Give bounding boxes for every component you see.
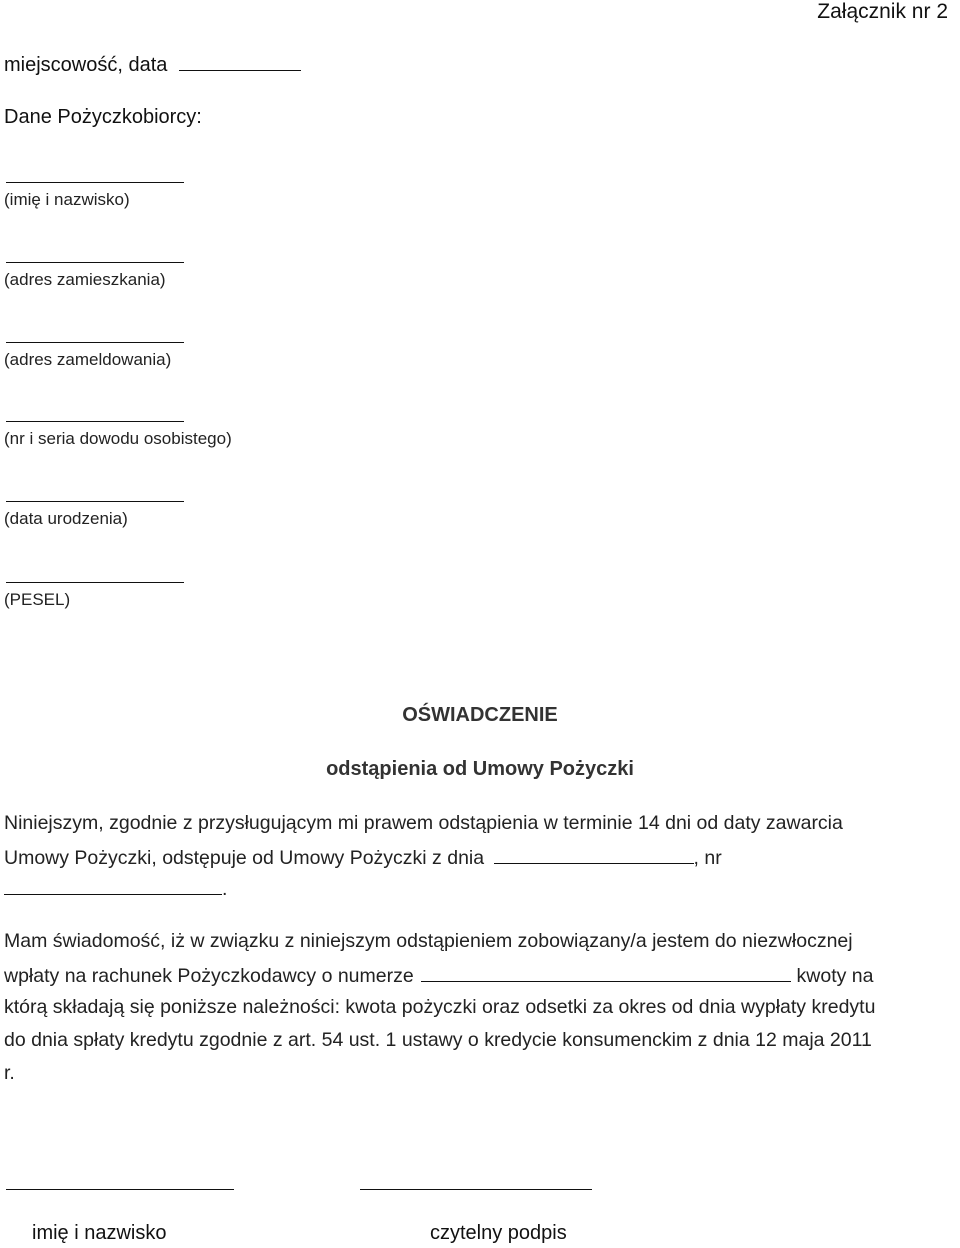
borrower-id-label: (nr i seria dowodu osobistego) xyxy=(4,429,232,448)
borrower-name-blank[interactable] xyxy=(6,182,184,183)
signature-sign-label: czytelny podpis xyxy=(430,1222,567,1244)
declaration-subtitle: odstąpienia od Umowy Pożyczki xyxy=(326,758,634,780)
paragraph2-line1: Mam świadomość, iż w związku z niniejszym odstąpieniem zobowiązany/a jestem do niezwłocznej xyxy=(4,930,853,952)
borrower-title: Dane Pożyczkobiorcy: xyxy=(4,106,202,128)
place-date-label: miejscowość, data xyxy=(4,54,168,76)
signature-name-label: imię i nazwisko xyxy=(32,1222,167,1244)
borrower-birthdate-blank[interactable] xyxy=(6,501,184,502)
signature-name-blank[interactable] xyxy=(6,1189,234,1190)
place-date-line xyxy=(4,52,301,77)
borrower-pesel-label: (PESEL) xyxy=(4,590,71,609)
borrower-name-label: (imię i nazwisko) xyxy=(4,190,130,209)
borrower-registration-label: (adres zameldowania) xyxy=(4,350,172,369)
paragraph1-line1: Niniejszym, zgodnie z przysługującym mi prawem odstąpienia w terminie 14 dni od daty zawarcia xyxy=(4,812,843,834)
declaration-title: OŚWIADCZENIE xyxy=(402,704,558,726)
paragraph2-line4: do dnia spłaty kredytu zgodnie z art. 54 ust. 1 ustawy o kredycie konsumenckim z dnia 12 maja 2011 xyxy=(4,1029,872,1051)
paragraph1-line2 xyxy=(4,845,722,870)
annex-label: Załącznik nr 2 xyxy=(817,0,948,23)
paragraph1-line3 xyxy=(4,876,227,901)
borrower-birthdate-label: (data urodzenia) xyxy=(4,509,128,528)
paragraph2-text: wpłaty na rachunek Pożyczkodawcy o numerze xyxy=(4,965,414,987)
borrower-pesel-blank[interactable] xyxy=(6,582,184,583)
paragraph2-line3: którą składają się poniższe należności: kwota pożyczki oraz odsetki za okres od dnia wypłaty kredytu xyxy=(4,996,876,1018)
agreement-date-blank[interactable] xyxy=(494,845,694,864)
paragraph1-end: . xyxy=(222,878,228,900)
agreement-number-blank[interactable] xyxy=(4,876,222,895)
account-number-blank[interactable] xyxy=(421,963,791,982)
paragraph2-line2 xyxy=(4,963,874,988)
borrower-registration-blank[interactable] xyxy=(6,342,184,343)
place-date-blank[interactable] xyxy=(179,52,301,71)
paragraph2-amount-text: kwoty na xyxy=(796,965,874,987)
paragraph2-line5: r. xyxy=(4,1062,15,1084)
borrower-id-blank[interactable] xyxy=(6,421,184,422)
signature-sign-blank[interactable] xyxy=(360,1189,592,1190)
borrower-residence-label: (adres zamieszkania) xyxy=(4,270,166,289)
paragraph1-nr-label: , nr xyxy=(693,847,722,869)
paragraph1-text: Umowy Pożyczki, odstępuje od Umowy Pożyczki z dnia xyxy=(4,847,485,869)
borrower-residence-blank[interactable] xyxy=(6,262,184,263)
